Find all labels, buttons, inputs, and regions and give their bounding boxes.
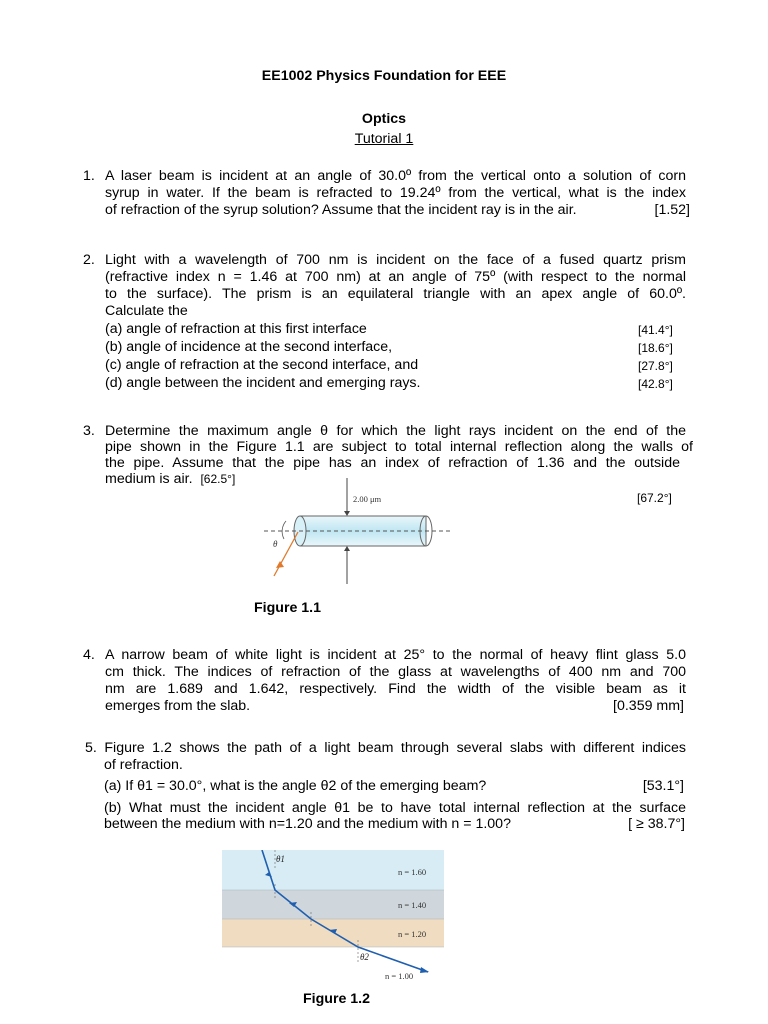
incident-ray bbox=[274, 532, 298, 576]
q2-answer-c: [27.8°] bbox=[638, 359, 673, 373]
q1-answer: [1.52] bbox=[654, 202, 690, 218]
q3-line-2: pipe shown in the Figure 1.1 are subject to total internal reflection along the walls of bbox=[105, 439, 693, 455]
q3-answer-b: [67.2°] bbox=[637, 491, 672, 505]
q3-line-1: Determine the maximum angle θ for which the light rays incident on the end of the bbox=[105, 423, 686, 439]
q1-line-2: syrup in water. If the beam is refracted to 19.24º from the vertical, what is the index bbox=[105, 185, 686, 201]
q2-line-4: Calculate the bbox=[105, 303, 188, 319]
arrow-head-down bbox=[344, 511, 350, 516]
q2-line-1: Light with a wavelength of 700 nm is incident on the face of a fused quartz prism bbox=[105, 252, 686, 268]
q2-line-3: to the surface). The prism is an equilateral triangle with an apex angle of 60.0º. bbox=[105, 286, 686, 302]
q3-line-3: the pipe. Assume that the pipe has an index of refraction of 1.36 and the outside bbox=[105, 455, 680, 471]
q3-answer-a: [62.5°] bbox=[200, 472, 236, 486]
figure-1-1 bbox=[262, 476, 452, 586]
q2-answer-a: [41.4°] bbox=[638, 323, 673, 337]
q1-number: 1. bbox=[83, 168, 95, 184]
q2-part-a: (a) angle of refraction at this first interface bbox=[105, 321, 367, 337]
q4-answer: [0.359 mm] bbox=[613, 698, 684, 714]
q4-line-4: emerges from the slab. bbox=[105, 698, 251, 714]
q5-part-a: (a) If θ1 = 30.0°, what is the angle θ2 of the emerging beam? bbox=[104, 778, 487, 794]
n120-label: n = 1.20 bbox=[398, 929, 427, 939]
theta-arc bbox=[282, 521, 286, 539]
q5-answer-a: [53.1°] bbox=[642, 778, 684, 794]
theta-label: θ bbox=[273, 539, 278, 549]
topic-title: Optics bbox=[361, 111, 407, 127]
q5-intro-1: 5. Figure 1.2 shows the path of a light beam through several slabs with different indices bbox=[85, 740, 686, 756]
n160-label: n = 1.60 bbox=[398, 867, 427, 877]
n140-label: n = 1.40 bbox=[398, 900, 427, 910]
arrow-head-up bbox=[344, 546, 350, 551]
course-title: EE1002 Physics Foundation for EEE bbox=[261, 68, 507, 84]
theta2-label: θ2 bbox=[360, 952, 369, 962]
beam-arrow-4 bbox=[420, 967, 429, 973]
q4-number: 4. bbox=[83, 647, 95, 663]
dimension-label: 2.00 μm bbox=[353, 494, 382, 504]
tutorial-title bbox=[0, 131, 768, 148]
figure-1-2-caption: Figure 1.2 bbox=[303, 991, 371, 1007]
q1-line-3: of refraction of the syrup solution? Assume that the incident ray is in the air. bbox=[105, 202, 577, 218]
q2-part-b: (b) angle of incidence at the second interface, bbox=[105, 339, 393, 355]
q2-part-d: (d) angle between the incident and emerging rays. bbox=[105, 375, 421, 391]
q1-line-1: A laser beam is incident at an angle of 30.0º from the vertical onto a solution of corn bbox=[105, 168, 686, 184]
figure-1-2 bbox=[222, 850, 447, 985]
q4-line-2: cm thick. The indices of refraction of the glass at wavelengths of 400 nm and 700 bbox=[105, 664, 686, 680]
q3-number: 3. bbox=[83, 423, 95, 439]
tutorial-label: Tutorial 1 bbox=[354, 131, 414, 147]
q2-answer-d: [42.8°] bbox=[638, 377, 673, 391]
q5-intro-2: of refraction. bbox=[104, 757, 183, 773]
q2-answer-b: [18.6°] bbox=[638, 341, 673, 355]
q4-line-1: A narrow beam of white light is incident at 25° to the normal of heavy flint glass 5.0 bbox=[105, 647, 686, 663]
q3-line-4-text: medium is air. bbox=[105, 471, 193, 487]
q2-line-2: (refractive index n = 1.46 at 700 nm) at an angle of 75º (with respect to the normal bbox=[105, 269, 686, 285]
q3-line-4 bbox=[105, 471, 235, 488]
q4-line-3: nm are 1.689 and 1.642, respectively. Find the width of the visible beam as it bbox=[105, 681, 686, 697]
q2-part-c: (c) angle of refraction at the second interface, and bbox=[105, 357, 419, 373]
q5-part-b-2: between the medium with n=1.20 and the medium with n = 1.00? bbox=[104, 816, 511, 832]
q5-answer-b: [ ≥ 38.7°] bbox=[628, 816, 685, 832]
figure-1-1-caption: Figure 1.1 bbox=[254, 600, 322, 616]
incident-ray-arrow bbox=[276, 561, 284, 568]
q2-number: 2. bbox=[83, 252, 95, 268]
theta1-label: θ1 bbox=[276, 854, 285, 864]
n100-label: n = 1.00 bbox=[385, 971, 414, 981]
q5-part-b-1: (b) What must the incident angle θ1 be to have total internal reflection at the surface bbox=[104, 800, 686, 816]
